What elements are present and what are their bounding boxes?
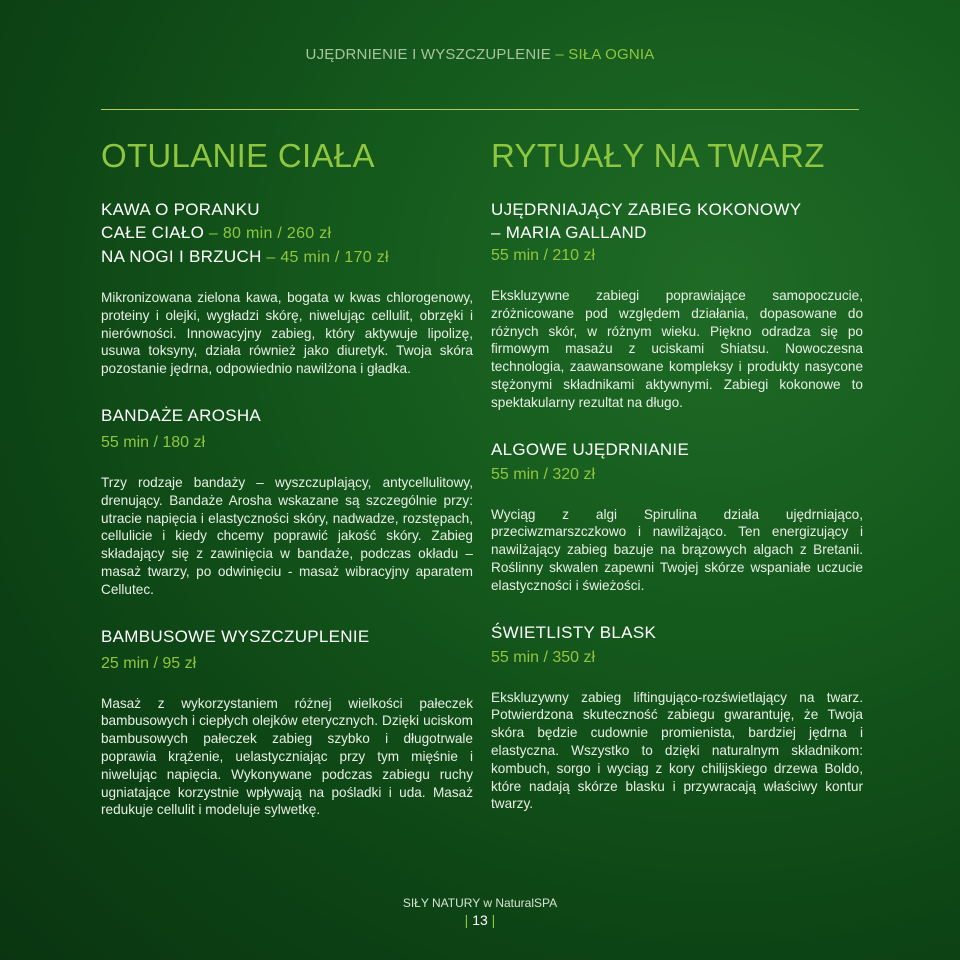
left-column <box>101 136 473 845</box>
treatment-price: – 45 min / 170 zł <box>261 249 389 266</box>
header-divider <box>101 109 859 110</box>
treatment-title: BAMBUSOWE WYSZCZUPLENIE <box>101 626 370 646</box>
page-number-bar: | <box>464 912 469 928</box>
treatment-price: 55 min / 210 zł <box>491 247 596 264</box>
treatment-description: Mikronizowana zielona kawa, bogata w kwas chlorogenowy, proteiny i olejki, wygładzi skórę, niwelując cellulit, obrzęki i nierówności. Innowacyjny zabieg, który aktywuje lipolizę, usuwa toksyny, działa również jako diuretyk. Twoja skóra pozostanie jędrna, odpowiednio nawilżona i gładka. <box>101 290 473 377</box>
page-number-bar: | <box>491 912 496 928</box>
treatment-price: 55 min / 320 zł <box>491 465 596 483</box>
treatment-price: – 80 min / 260 zł <box>204 225 332 242</box>
page-number <box>0 912 960 928</box>
treatment-kokon <box>491 198 863 412</box>
treatment-price: 55 min / 350 zł <box>491 648 596 666</box>
treatment-title: UJĘDRNIAJĄCY ZABIEG KOKONOWY <box>491 200 802 219</box>
treatment-algowe <box>491 438 863 595</box>
running-header-section: UJĘDRNIENIE I WYSZCZUPLENIE <box>305 46 551 63</box>
section-title-otulanie: OTULANIE CIAŁA <box>101 137 375 174</box>
running-header <box>0 46 960 63</box>
section-title-rytualy: RYTUAŁY NA TWARZ <box>491 137 825 174</box>
treatment-title: ŚWIETLISTY BLASK <box>491 622 657 642</box>
treatment-blask <box>491 621 863 814</box>
treatment-bambus <box>101 625 473 820</box>
treatment-title: KAWA O PORANKU <box>101 200 260 219</box>
treatment-title: BANDAŻE AROSHA <box>101 405 262 425</box>
treatment-price: 55 min / 180 zł <box>101 433 206 451</box>
treatment-description: Trzy rodzaje bandaży – wyszczuplający, antycellulitowy, drenujący. Bandaże Arosha wskazane są szczególnie przy: utracie napięcia i elastyczności skóry, nadwadze, rozstępach, cellulicie i kiedy chcemy poprawić jakość skóry. Zabieg składający się z zawinięcia w bandaże, podczas okładu – masaż twarzy, po odwinięciu - masaż wibracyjny aparatem Cellutec. <box>101 474 473 597</box>
footer-brand: SIŁY NATURY w NaturalSPA <box>402 896 558 910</box>
treatment-bandaze <box>101 404 473 599</box>
running-header-subsection: – SIŁA OGNIA <box>555 46 655 63</box>
treatment-brand: – MARIA GALLAND <box>491 223 647 242</box>
treatment-variant: CAŁE CIAŁO – 80 min / 260 zł <box>101 223 332 242</box>
treatment-description: Masaż z wykorzystaniem różnej wielkości pałeczek bambusowych i ciepłych olejków eterycznych. Dzięki uciskom bambusowych pałeczek zabieg szybko i długotrwale poprawia krążenie, uelastyczniając przy tym mięśnie i niwelując napięcia. Wykonywane podczas zabiegu ruchy ugniatające korzystnie wpływają na pośladki i uda. Masaż redukuje cellulit i modeluje sylwetkę. <box>101 695 473 818</box>
page-number-value: 13 <box>472 912 488 928</box>
treatment-description: Ekskluzywne zabiegi poprawiające samopoczucie, zróżnicowane pod względem działania, dopasowane do różnych skór, w różnym wieku. Piękno odradza się po firmowym masażu z uciskami Shiatsu. Nowoczesna technologia, zaawansowane kompleksy i produkty nasycone stężonymi składnikami aktywnymi. Zabiegi kokonowe to spektakularny rezultat na długo. <box>491 288 863 410</box>
treatment-description: Ekskluzywny zabieg liftingująco-rozświetlający na twarz. Potwierdzona skuteczność zabiegu gwarantuję, że Twoja skóra będzie cudownie promienista, bardziej jędrna i elastyczna. Wszystko to dzięki naturalnym składnikom: kombuch, sorgo i wyciąg z kory chilijskiego drzewa Boldo, które nadają skórze blasku i przywracają właściwy kontur twarzy. <box>491 689 863 812</box>
treatment-description: Wyciąg z algi Spirulina działa ujędrniająco, przeciwzmarszczkowo i nawilżająco. Ten energizujący i nawilżający zabieg bazuje na brązowych algach z Bretanii. Roślinny skwalen zapewni Twojej skórze wspaniałe uczucie elastyczności i świeżości. <box>491 506 863 593</box>
treatment-price: 25 min / 95 zł <box>101 654 197 672</box>
treatment-variant: NA NOGI I BRZUCH – 45 min / 170 zł <box>101 247 389 266</box>
right-column <box>491 136 863 839</box>
treatment-kawa <box>101 198 473 378</box>
treatment-title: ALGOWE UJĘDRNIANIE <box>491 439 690 459</box>
